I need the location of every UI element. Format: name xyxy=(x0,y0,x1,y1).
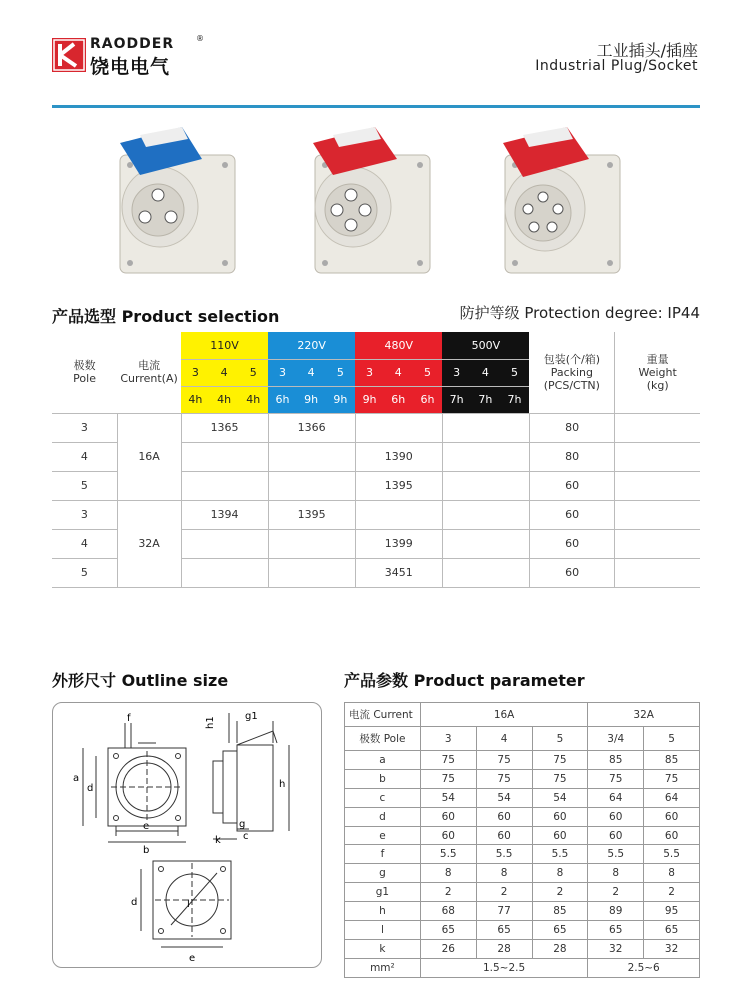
page-title-en: Industrial Plug/Socket xyxy=(535,58,698,74)
current-16a: 16A xyxy=(117,413,181,500)
table-row: 5 3451 60 xyxy=(52,558,700,587)
voltage-220v: 220V xyxy=(268,332,355,359)
table-row: b 75 75 75 75 75 xyxy=(345,769,700,788)
logo-chinese: 饶电电气 xyxy=(90,56,171,78)
table-row: f 5.5 5.5 5.5 5.5 5.5 xyxy=(345,845,700,864)
brand-logo xyxy=(52,36,202,76)
svg-text:d: d xyxy=(87,783,94,794)
table-row: e 60 60 60 60 60 xyxy=(345,826,700,845)
table-row: h 68 77 85 89 95 xyxy=(345,902,700,921)
svg-text:g: g xyxy=(239,819,246,830)
svg-text:l: l xyxy=(187,899,190,910)
table-row: l 65 65 65 65 65 xyxy=(345,921,700,940)
registered-mark: ® xyxy=(196,34,204,43)
svg-text:f: f xyxy=(127,713,131,724)
svg-text:h: h xyxy=(279,779,286,790)
svg-text:g1: g1 xyxy=(245,711,258,722)
voltage-480v: 480V xyxy=(355,332,442,359)
socket-red-5pin-image xyxy=(495,125,625,275)
table-row: mm² 1.5~2.5 2.5~6 xyxy=(345,958,700,977)
table-row: g 8 8 8 8 8 xyxy=(345,864,700,883)
svg-text:a: a xyxy=(73,773,80,784)
table-row: g1 2 2 2 2 2 xyxy=(345,883,700,902)
table-row: 5 1395 60 xyxy=(52,471,700,500)
svg-text:e: e xyxy=(189,953,196,964)
page-title-cn: 工业插头/插座 xyxy=(596,41,698,60)
packing-header: 包装(个/箱) Packing (PCS/CTN) xyxy=(529,332,614,413)
outline-drawing-frame xyxy=(52,702,322,968)
logo-icon xyxy=(52,38,86,72)
socket-red-4pin-image xyxy=(305,125,435,275)
table-row: 3 16A 1365 1366 80 xyxy=(52,413,700,442)
table-row: 3 32A 1394 1395 60 xyxy=(52,500,700,529)
current-header: 电流 Current(A) xyxy=(117,332,181,413)
svg-text:e: e xyxy=(143,821,150,832)
outline-drawing xyxy=(53,703,321,967)
product-selection-table: 极数 Pole 电流 Current(A) 110V 220V 480V 500V 包装(个/箱) Packing (PCS/CTN) 重量 Weight (kg) 3 4 5 3 4 5 3 4 5 3 4 5 4h 4h 4h 6h 9h 9h 9h 6h 6h 7h 7h 7h 3 16A 1365 1366 80 4 1390 80 5 1395 60 3 32A 1394 1395 60 4 1399 60 5 3451 60 xyxy=(52,332,700,588)
table-row: a 75 75 75 85 85 xyxy=(345,751,700,770)
protection-degree: 防护等级 Protection degree: IP44 xyxy=(459,304,700,322)
svg-text:b: b xyxy=(143,845,150,856)
header-divider xyxy=(52,105,700,108)
logo-english: RAODDER xyxy=(90,36,175,52)
svg-text:k: k xyxy=(215,835,221,846)
svg-text:d: d xyxy=(131,897,138,908)
table-row: d 60 60 60 60 60 xyxy=(345,807,700,826)
table-row: k 26 28 28 32 32 xyxy=(345,939,700,958)
product-parameter-table: 电流 Current 16A 32A 极数 Pole 3 4 5 3/4 5 a 75 75 75 85 85 b 75 75 75 75 75 c 54 54 54 64 64 d 60 60 60 60 60 e 60 60 60 60 60 f 5.5 5.5 5.5 5.5 5.5 g 8 8 8 8 8 g1 2 2 2 2 2 h 68 77 85 89 95 l 65 65 65 65 65 k 26 28 28 32 32 mm² 1.5~2.5 2.5~6 xyxy=(344,702,700,978)
svg-text:c: c xyxy=(243,831,249,842)
voltage-500v: 500V xyxy=(442,332,529,359)
current-32a: 32A xyxy=(117,500,181,587)
table-row: 4 1390 80 xyxy=(52,442,700,471)
selection-title: 产品选型 Product selection xyxy=(52,307,280,326)
table-row: c 54 54 54 64 64 xyxy=(345,788,700,807)
parameter-title: 产品参数 Product parameter xyxy=(344,671,585,690)
voltage-110v: 110V xyxy=(181,332,268,359)
weight-header: 重量 Weight (kg) xyxy=(615,332,700,413)
svg-text:h1: h1 xyxy=(205,716,216,729)
socket-blue-image xyxy=(110,125,240,275)
pole-header: 极数 Pole xyxy=(52,332,117,413)
table-row: 4 1399 60 xyxy=(52,529,700,558)
outline-title: 外形尺寸 Outline size xyxy=(52,671,229,690)
